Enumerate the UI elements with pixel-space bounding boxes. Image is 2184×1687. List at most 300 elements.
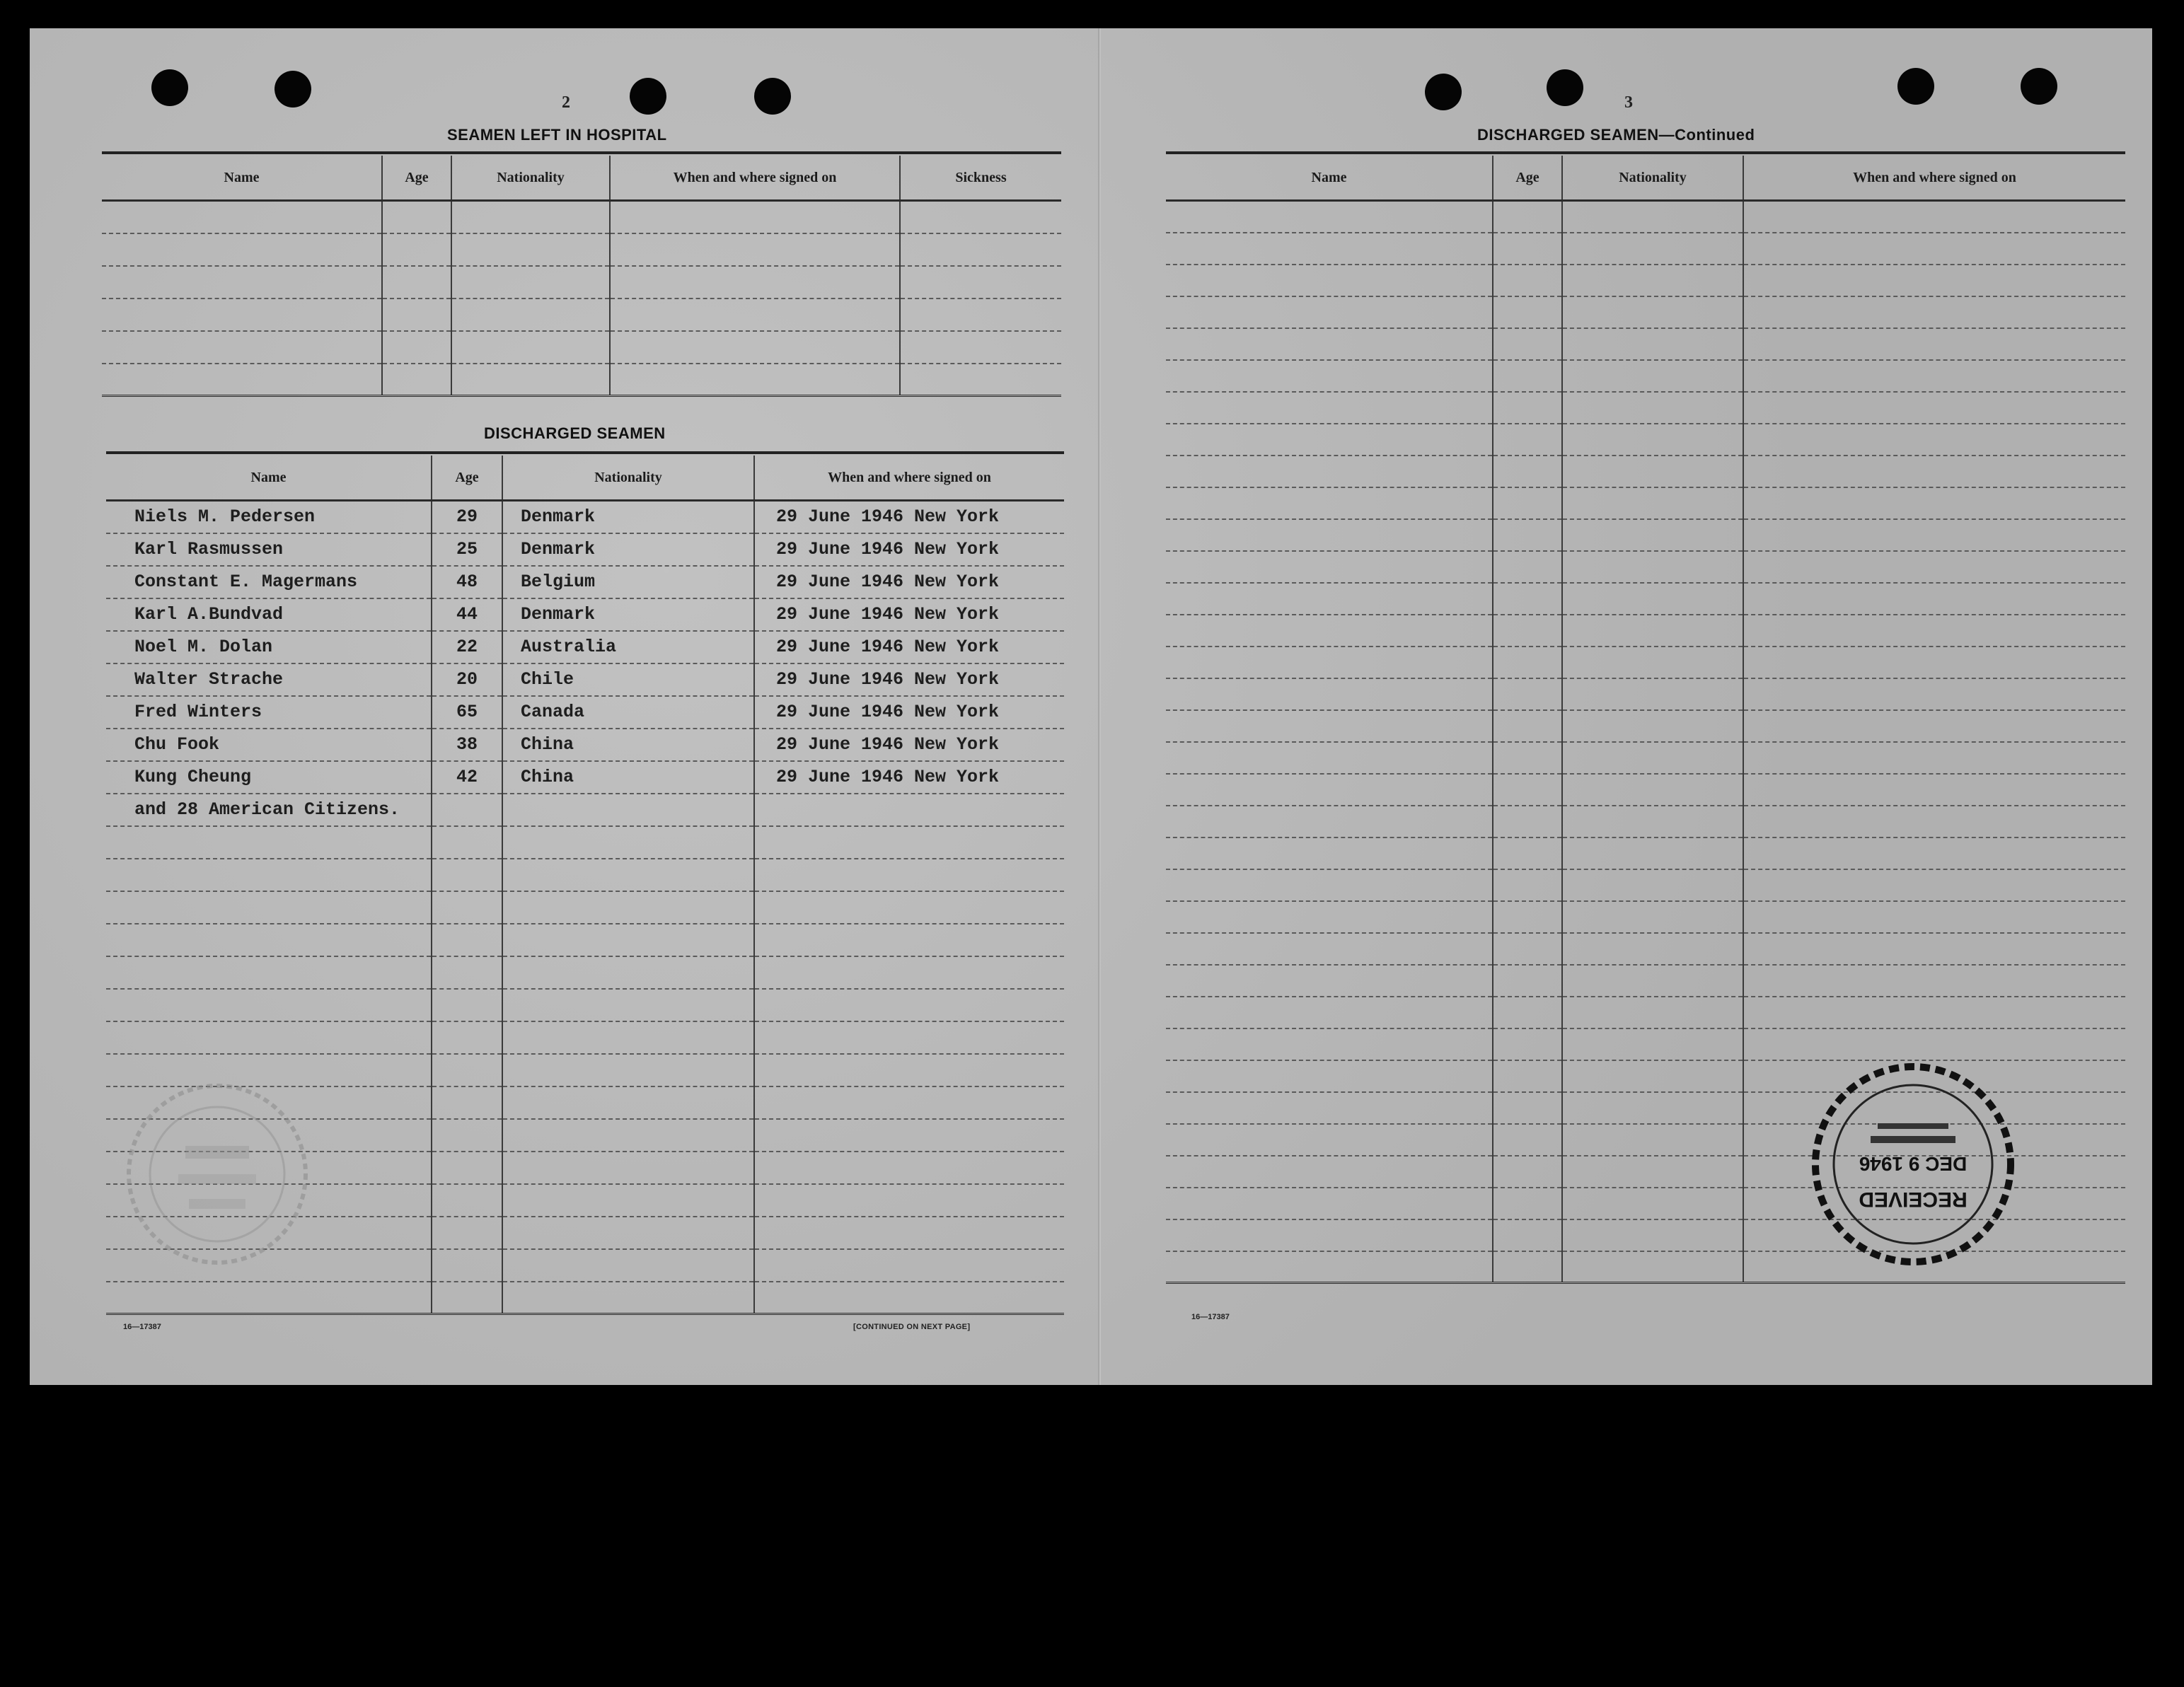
cell-nationality — [1562, 1028, 1743, 1060]
cell-when-where — [754, 859, 1064, 891]
cell-when-where: 29 June 1946 New York — [754, 696, 1064, 729]
cell-name — [106, 891, 432, 924]
cell-when-where — [754, 891, 1064, 924]
table-row — [106, 533, 1064, 566]
cell-when-where — [1743, 487, 2125, 519]
cell-when-where — [1743, 837, 2125, 869]
cell-when-where: 29 June 1946 New York — [754, 663, 1064, 696]
col-header-when-where: When and where signed on — [610, 156, 900, 201]
col-header-nationality: Nationality — [502, 456, 754, 501]
punch-hole — [151, 69, 188, 106]
table-row — [102, 233, 1061, 266]
cell-age — [1493, 265, 1562, 296]
cell-age — [1493, 456, 1562, 487]
cell-age — [1493, 328, 1562, 360]
cell-age — [382, 364, 451, 396]
cell-age — [382, 298, 451, 331]
cell-age — [382, 201, 451, 233]
cell-when-where — [1743, 233, 2125, 265]
table-row — [106, 794, 1064, 826]
table-row — [1166, 806, 2125, 837]
cell-age — [432, 1152, 502, 1184]
col-header-when-where: When and where signed on — [754, 456, 1064, 501]
cell-nationality — [502, 794, 754, 826]
cell-age — [1493, 296, 1562, 328]
cell-name: Fred Winters — [106, 696, 432, 729]
cell-nationality — [1562, 774, 1743, 806]
table-row — [1166, 647, 2125, 678]
cell-when-where — [1743, 424, 2125, 456]
cell-nationality — [502, 826, 754, 859]
col-header-nationality: Nationality — [451, 156, 610, 201]
table-row — [106, 1282, 1064, 1314]
cell-when-where: 29 June 1946 New York — [754, 598, 1064, 631]
cell-when-where — [754, 1217, 1064, 1249]
table-row — [102, 331, 1061, 364]
cell-nationality — [451, 266, 610, 298]
cell-age: 20 — [432, 663, 502, 696]
cell-name — [1166, 1028, 1493, 1060]
punch-hole — [754, 78, 791, 115]
cell-when-where — [754, 1152, 1064, 1184]
punch-hole — [275, 71, 311, 108]
table-row — [1166, 869, 2125, 901]
cell-name — [1166, 742, 1493, 774]
cell-name — [1166, 1219, 1493, 1251]
cell-nationality: China — [502, 761, 754, 794]
table-row — [106, 956, 1064, 989]
cell-sickness — [900, 233, 1061, 266]
table-row — [106, 989, 1064, 1021]
cell-name: Karl Rasmussen — [106, 533, 432, 566]
cell-name — [106, 859, 432, 891]
cell-age — [1493, 1188, 1562, 1219]
cell-nationality — [502, 924, 754, 956]
col-header-age: Age — [432, 456, 502, 501]
cell-when-where — [1743, 456, 2125, 487]
table-row — [1166, 201, 2125, 233]
discharged-top-rule — [106, 451, 1064, 454]
cell-age — [1493, 201, 1562, 233]
continued-note: [CONTINUED ON NEXT PAGE] — [853, 1323, 971, 1331]
cell-age — [1493, 678, 1562, 710]
table-row — [1166, 456, 2125, 487]
table-row — [106, 663, 1064, 696]
cell-when-where — [1743, 869, 2125, 901]
table-row — [1166, 424, 2125, 456]
cell-name — [1166, 774, 1493, 806]
cell-sickness — [900, 298, 1061, 331]
table-row — [1166, 678, 2125, 710]
cell-nationality — [1562, 265, 1743, 296]
cell-when-where — [754, 924, 1064, 956]
hospital-title: SEAMEN LEFT IN HOSPITAL — [447, 126, 667, 144]
cell-name: Walter Strache — [106, 663, 432, 696]
cell-when-where — [754, 1054, 1064, 1086]
cell-name — [1166, 933, 1493, 965]
cell-when-where: 29 June 1946 New York — [754, 501, 1064, 533]
table-row — [106, 826, 1064, 859]
col-header-sickness: Sickness — [900, 156, 1061, 201]
cell-when-where — [754, 826, 1064, 859]
punch-hole — [1425, 74, 1462, 110]
cell-age — [1493, 360, 1562, 392]
page-fold — [1098, 28, 1101, 1385]
cell-when-where — [754, 1086, 1064, 1119]
cell-name: Niels M. Pedersen — [106, 501, 432, 533]
faded-stamp — [100, 1068, 334, 1280]
table-row — [1166, 997, 2125, 1028]
cell-age — [1493, 774, 1562, 806]
cell-age — [432, 1021, 502, 1054]
cell-when-where — [754, 794, 1064, 826]
cell-nationality — [502, 1021, 754, 1054]
page-number-right: 3 — [1624, 93, 1633, 112]
discharged-title: DISCHARGED SEAMEN — [484, 424, 666, 442]
cell-nationality — [1562, 487, 1743, 519]
cell-sickness — [900, 266, 1061, 298]
cell-age: 22 — [432, 631, 502, 663]
punch-hole — [1547, 69, 1583, 106]
col-header-age: Age — [1493, 156, 1562, 201]
cell-name — [1166, 806, 1493, 837]
cell-age: 29 — [432, 501, 502, 533]
table-row — [1166, 519, 2125, 551]
cell-age — [1493, 742, 1562, 774]
cell-when-where — [1743, 774, 2125, 806]
punch-hole — [630, 78, 666, 115]
cell-nationality: Denmark — [502, 501, 754, 533]
table-row — [106, 501, 1064, 533]
table-row — [106, 696, 1064, 729]
cell-name — [1166, 647, 1493, 678]
table-row — [1166, 265, 2125, 296]
cell-age — [1493, 551, 1562, 583]
cell-age — [432, 826, 502, 859]
cell-when-where: 29 June 1946 New York — [754, 761, 1064, 794]
cell-nationality — [1562, 392, 1743, 424]
cell-when-where — [1743, 710, 2125, 742]
cell-name — [1166, 710, 1493, 742]
page-number-left: 2 — [562, 93, 570, 112]
cell-nationality — [1562, 583, 1743, 615]
cell-age — [1493, 869, 1562, 901]
cell-when-where — [754, 1021, 1064, 1054]
cell-name — [1166, 965, 1493, 997]
cell-nationality — [1562, 869, 1743, 901]
cell-when-where: 29 June 1946 New York — [754, 631, 1064, 663]
cell-when-where — [1743, 551, 2125, 583]
cell-name — [1166, 265, 1493, 296]
cell-when-where — [610, 331, 900, 364]
continued-suffix: —Continued — [1658, 126, 1755, 144]
cell-age — [1493, 1219, 1562, 1251]
table-row — [1166, 296, 2125, 328]
cell-nationality — [1562, 360, 1743, 392]
cell-nationality — [451, 201, 610, 233]
cell-nationality — [502, 1086, 754, 1119]
table-row — [106, 631, 1064, 663]
cell-age — [432, 1119, 502, 1152]
cell-name — [106, 924, 432, 956]
cell-age — [432, 956, 502, 989]
stamp-received-text: RECEIVED — [1859, 1188, 1968, 1211]
cell-when-where — [1743, 1028, 2125, 1060]
cell-when-where — [610, 364, 900, 396]
cell-when-where — [754, 956, 1064, 989]
cell-name — [1166, 1124, 1493, 1156]
form-code-right: 16—17387 — [1191, 1313, 1230, 1321]
hospital-top-rule — [102, 151, 1061, 154]
cell-age — [1493, 933, 1562, 965]
cell-age — [1493, 1060, 1562, 1092]
cell-name — [1166, 424, 1493, 456]
table-row — [1166, 233, 2125, 265]
cell-age — [432, 859, 502, 891]
cell-age — [382, 266, 451, 298]
cell-nationality: China — [502, 729, 754, 761]
table-row — [106, 566, 1064, 598]
table-row — [102, 364, 1061, 396]
cell-age — [1493, 901, 1562, 933]
cell-name — [1166, 997, 1493, 1028]
cell-age — [432, 1217, 502, 1249]
cell-age: 44 — [432, 598, 502, 631]
cell-age — [382, 331, 451, 364]
col-header-nationality: Nationality — [1562, 156, 1743, 201]
cell-sickness — [900, 201, 1061, 233]
cell-name — [102, 298, 382, 331]
cell-nationality — [502, 1282, 754, 1314]
cell-name: Noel M. Dolan — [106, 631, 432, 663]
cell-when-where — [1743, 583, 2125, 615]
cell-name — [1166, 392, 1493, 424]
table-row — [1166, 583, 2125, 615]
cell-age — [1493, 647, 1562, 678]
cell-age — [1493, 1092, 1562, 1124]
cell-age — [432, 1184, 502, 1217]
punch-hole — [1897, 68, 1934, 105]
cell-name: Kung Cheung — [106, 761, 432, 794]
cell-when-where — [1743, 519, 2125, 551]
cell-name — [106, 989, 432, 1021]
cell-age — [1493, 233, 1562, 265]
cell-name — [1166, 583, 1493, 615]
cell-nationality — [451, 364, 610, 396]
table-row — [1166, 328, 2125, 360]
cell-age — [1493, 1156, 1562, 1188]
cell-nationality — [502, 1152, 754, 1184]
table-row — [1166, 774, 2125, 806]
cell-when-where — [610, 266, 900, 298]
discharged-continued-title — [1477, 126, 1755, 144]
cell-name — [102, 331, 382, 364]
cell-age: 65 — [432, 696, 502, 729]
cell-age — [1493, 1124, 1562, 1156]
cell-when-where — [1743, 296, 2125, 328]
cell-nationality — [1562, 1188, 1743, 1219]
cell-name — [1166, 201, 1493, 233]
cell-nationality — [1562, 901, 1743, 933]
cell-age — [1493, 392, 1562, 424]
cell-age: 25 — [432, 533, 502, 566]
cell-name — [1166, 901, 1493, 933]
right-header-row — [1166, 156, 2125, 201]
cell-name — [102, 201, 382, 233]
cell-sickness — [900, 331, 1061, 364]
cell-nationality: Belgium — [502, 566, 754, 598]
cell-name — [1166, 487, 1493, 519]
cell-name — [102, 266, 382, 298]
cell-name: and 28 American Citizens. — [106, 794, 432, 826]
cell-name — [1166, 233, 1493, 265]
col-header-name: Name — [106, 456, 432, 501]
cell-when-where — [1743, 615, 2125, 647]
cell-when-where — [754, 1184, 1064, 1217]
cell-name — [1166, 837, 1493, 869]
table-row — [1166, 710, 2125, 742]
table-row — [1166, 551, 2125, 583]
cell-age — [1493, 1251, 1562, 1283]
cell-nationality — [502, 1184, 754, 1217]
table-row — [1166, 901, 2125, 933]
cell-when-where — [1743, 360, 2125, 392]
table-row — [1166, 965, 2125, 997]
cell-age: 48 — [432, 566, 502, 598]
cell-name: Constant E. Magermans — [106, 566, 432, 598]
table-row — [1166, 615, 2125, 647]
discharged-header-row — [106, 456, 1064, 501]
cell-nationality — [502, 1054, 754, 1086]
right-top-rule — [1166, 151, 2125, 154]
cell-when-where — [1743, 965, 2125, 997]
cell-age — [432, 1249, 502, 1282]
table-row — [102, 266, 1061, 298]
cell-nationality — [1562, 456, 1743, 487]
table-row — [106, 729, 1064, 761]
cell-age — [1493, 837, 1562, 869]
table-row — [102, 201, 1061, 233]
cell-when-where — [754, 1119, 1064, 1152]
cell-nationality — [1562, 328, 1743, 360]
cell-age — [432, 891, 502, 924]
cell-nationality: Denmark — [502, 598, 754, 631]
table-row — [1166, 487, 2125, 519]
cell-age — [382, 233, 451, 266]
col-header-age: Age — [382, 156, 451, 201]
cell-when-where — [1743, 933, 2125, 965]
cell-name — [1166, 328, 1493, 360]
cell-name — [1166, 1092, 1493, 1124]
cell-name — [1166, 360, 1493, 392]
cell-name — [106, 826, 432, 859]
cell-name: Karl A.Bundvad — [106, 598, 432, 631]
received-stamp — [1807, 1058, 2019, 1270]
cell-age — [432, 1282, 502, 1314]
cell-nationality: Canada — [502, 696, 754, 729]
cell-nationality: Chile — [502, 663, 754, 696]
cell-name — [1166, 519, 1493, 551]
cell-nationality — [1562, 678, 1743, 710]
cell-nationality — [451, 233, 610, 266]
cell-when-where — [754, 1282, 1064, 1314]
cell-nationality — [1562, 1092, 1743, 1124]
cell-when-where: 29 June 1946 New York — [754, 566, 1064, 598]
cell-nationality — [1562, 1060, 1743, 1092]
cell-when-where — [754, 1249, 1064, 1282]
cell-nationality — [1562, 837, 1743, 869]
stamp-date-text: DEC 9 1946 — [1859, 1153, 1968, 1175]
cell-when-where — [754, 989, 1064, 1021]
cell-name — [106, 1021, 432, 1054]
cell-age — [1493, 965, 1562, 997]
cell-nationality — [502, 859, 754, 891]
table-row — [1166, 742, 2125, 774]
cell-age: 38 — [432, 729, 502, 761]
cell-when-where — [1743, 647, 2125, 678]
cell-age — [1493, 710, 1562, 742]
cell-nationality — [502, 956, 754, 989]
cell-nationality — [502, 1217, 754, 1249]
table-row — [106, 859, 1064, 891]
cell-nationality — [1562, 424, 1743, 456]
cell-when-where — [1743, 265, 2125, 296]
cell-name — [106, 956, 432, 989]
discharged-continued-title-text: DISCHARGED SEAMEN — [1477, 126, 1659, 144]
cell-nationality — [1562, 201, 1743, 233]
cell-nationality — [1562, 615, 1743, 647]
cell-when-where — [1743, 742, 2125, 774]
cell-name: Chu Fook — [106, 729, 432, 761]
cell-nationality — [1562, 1219, 1743, 1251]
cell-age — [432, 924, 502, 956]
table-row — [102, 298, 1061, 331]
cell-name — [106, 1282, 432, 1314]
cell-sickness — [900, 364, 1061, 396]
cell-when-where — [1743, 997, 2125, 1028]
table-row — [106, 891, 1064, 924]
cell-nationality — [502, 891, 754, 924]
cell-name — [102, 364, 382, 396]
cell-nationality — [1562, 1251, 1743, 1283]
cell-age — [432, 989, 502, 1021]
cell-nationality — [1562, 933, 1743, 965]
cell-when-where — [610, 298, 900, 331]
cell-nationality — [1562, 519, 1743, 551]
cell-age — [1493, 487, 1562, 519]
cell-name — [1166, 1251, 1493, 1283]
cell-name — [1166, 456, 1493, 487]
cell-nationality — [502, 1119, 754, 1152]
table-row — [106, 598, 1064, 631]
cell-name — [102, 233, 382, 266]
cell-nationality — [451, 331, 610, 364]
cell-nationality — [502, 1249, 754, 1282]
cell-nationality — [1562, 647, 1743, 678]
cell-when-where: 29 June 1946 New York — [754, 729, 1064, 761]
table-row — [1166, 1028, 2125, 1060]
cell-age — [432, 794, 502, 826]
cell-when-where — [1743, 201, 2125, 233]
cell-nationality — [1562, 1124, 1743, 1156]
cell-when-where — [1743, 328, 2125, 360]
cell-when-where: 29 June 1946 New York — [754, 533, 1064, 566]
cell-age — [1493, 424, 1562, 456]
cell-when-where — [1743, 392, 2125, 424]
col-header-when-where: When and where signed on — [1743, 156, 2125, 201]
cell-name — [1166, 296, 1493, 328]
hospital-table — [102, 156, 1061, 397]
